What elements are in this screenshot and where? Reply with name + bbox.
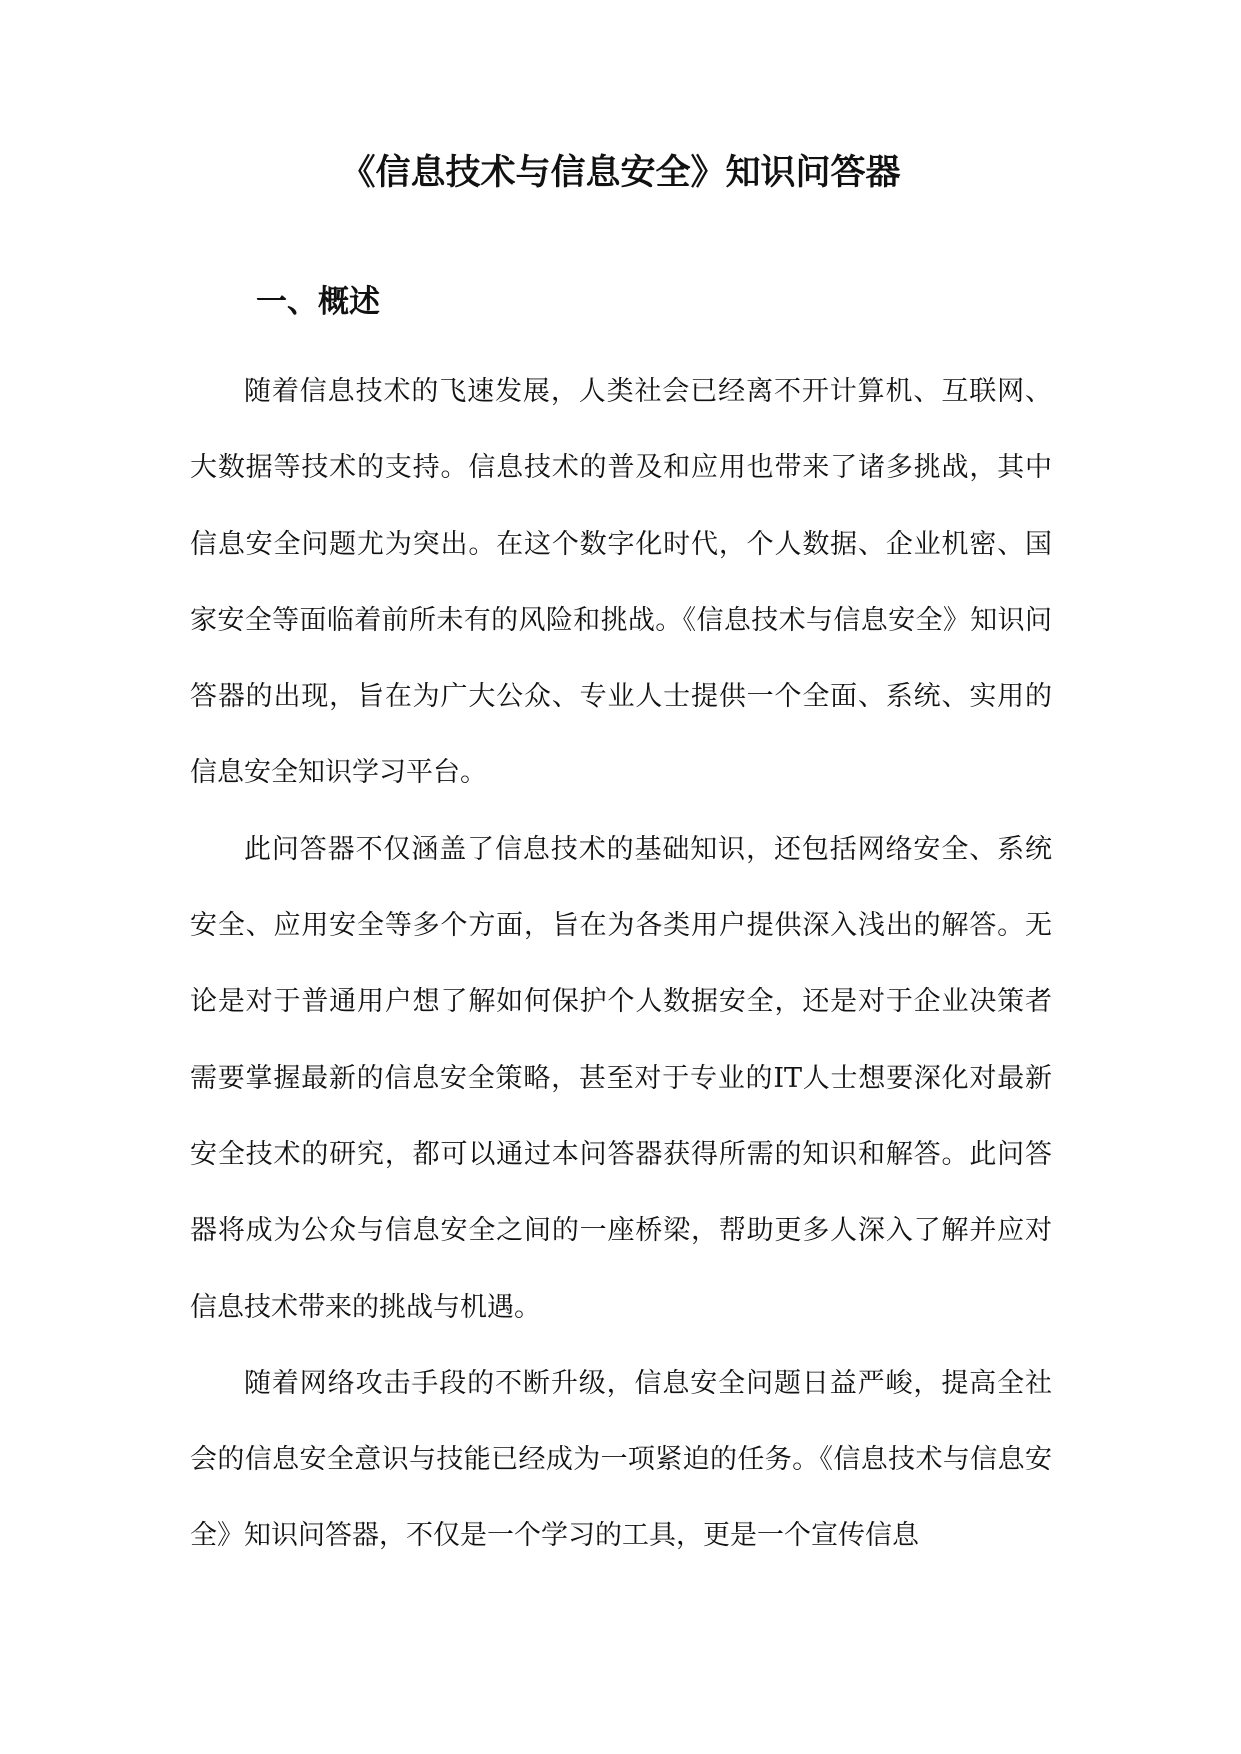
section-heading: 一、概述 xyxy=(256,284,380,320)
paragraph: 此问答器不仅涵盖了信息技术的基础知识，还包括网络安全、系统安全、应用安全等多个方面，旨在为各类用户提供深入浅出的解答。无论是对于普通用户想了解如何保护个人数据安全，还是对于企业决策者需要掌握最新的信息安全策略，甚至对于专业的IT人士想要深化对最新安全技术的研究，都可以通过本问答器获得所需的知识和解答。此问答器将成为公众与信息安全之间的一座桥梁，帮助更多人深入了解并应对信息技术带来的挑战与机遇。 xyxy=(190,833,1052,1323)
paragraph: 随着网络攻击手段的不断升级，信息安全问题日益严峻，提高全社会的信息安全意识与技能已经成为一项紧迫的任务。《信息技术与信息安全》知识问答器，不仅是一个学习的工具，更是一个宣传信息 xyxy=(190,1367,1052,1552)
document-title: 《信息技术与信息安全》知识问答器 xyxy=(340,153,901,193)
document-body xyxy=(190,354,1052,1575)
paragraph: 随着信息技术的飞速发展，人类社会已经离不开计算机、互联网、大数据等技术的支持。信息技术的普及和应用也带来了诸多挑战，其中信息安全问题尤为突出。在这个数字化时代，个人数据、企业机密、国家安全等面临着前所未有的风险和挑战。《信息技术与信息安全》知识问答器的出现，旨在为广大公众、专业人士提供一个全面、系统、实用的信息安全知识学习平台。 xyxy=(190,376,1052,789)
